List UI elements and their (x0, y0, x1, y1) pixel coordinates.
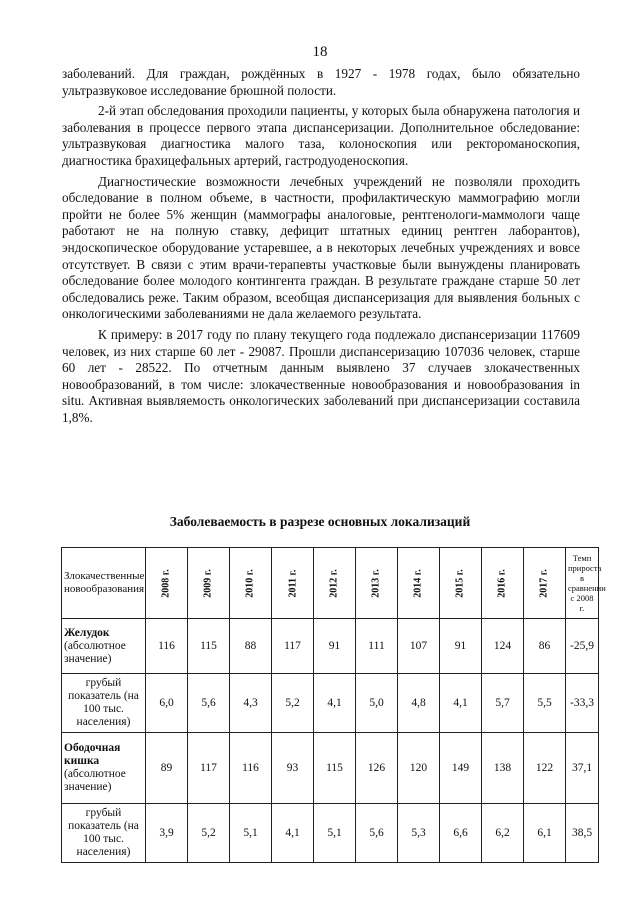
value-cell: 122 (524, 733, 566, 804)
incidence-table (61, 547, 606, 863)
measure-label: грубый показатель (на 100 тыс. населения) (62, 674, 146, 733)
value-cell: 86 (524, 619, 566, 674)
header-year (440, 548, 482, 619)
header-year (356, 548, 398, 619)
table-header-row (62, 548, 599, 619)
value-cell: 120 (398, 733, 440, 804)
value-cell: 116 (230, 733, 272, 804)
table-row (62, 804, 599, 863)
value-cell: 5,3 (398, 804, 440, 863)
header-year (272, 548, 314, 619)
value-cell: 107 (398, 619, 440, 674)
value-cell: 5,2 (272, 674, 314, 733)
value-cell: 5,7 (482, 674, 524, 733)
value-cell: 5,1 (230, 804, 272, 863)
header-neoplasms: Злокачественные новообразования (62, 548, 146, 619)
year-label: 2016 г. (496, 569, 508, 598)
value-cell: 93 (272, 733, 314, 804)
paragraph-4: К примеру: в 2017 году по плану текущего года подлежало диспансеризации 117609 человек, из них старше 60 лет - 29087. Прошли диспансеризацию 107036 человек, старше 60 лет - 28522. По отчетным данным выявлено 37 случаев злокачественных новообразований, в том числе: злокачественные новообразования и новообразования in situ. Активная выявляемость онкологических заболеваний при диспансеризации составила 1,8%. (62, 326, 580, 425)
header-year (524, 548, 566, 619)
header-year (230, 548, 272, 619)
value-cell: 6,2 (482, 804, 524, 863)
row-label (62, 619, 146, 674)
measure-label: (абсолютное значение) (64, 639, 126, 665)
page-number: 18 (312, 44, 328, 60)
measure-label: грубый показатель (на 100 тыс. населения) (62, 804, 146, 863)
year-label: 2014 г. (412, 569, 424, 598)
header-year (482, 548, 524, 619)
value-cell: 4,3 (230, 674, 272, 733)
header-year (398, 548, 440, 619)
value-cell: 4,1 (440, 674, 482, 733)
value-cell: 117 (188, 733, 230, 804)
organ-name: Ободочная кишка (64, 742, 121, 767)
value-cell: 116 (146, 619, 188, 674)
value-cell: 126 (356, 733, 398, 804)
table-row (62, 733, 599, 804)
year-label: 2011 г. (287, 569, 298, 598)
header-growth-rate: Темп прироста в сравнении с 2008 г. (566, 548, 599, 619)
row-label (62, 733, 146, 804)
year-label: 2015 г. (454, 569, 466, 598)
table-row (62, 619, 599, 674)
measure-label: (абсолютное значение) (64, 768, 126, 793)
organ-name: Желудок (64, 626, 110, 639)
value-cell: 138 (482, 733, 524, 804)
value-cell: 124 (482, 619, 524, 674)
value-cell: 4,1 (314, 674, 356, 733)
value-cell: 6,0 (146, 674, 188, 733)
value-cell: 5,5 (524, 674, 566, 733)
year-label: 2010 г. (244, 569, 256, 598)
value-cell: 4,8 (398, 674, 440, 733)
value-cell: 5,6 (356, 804, 398, 863)
value-cell: 91 (314, 619, 356, 674)
value-cell: 89 (146, 733, 188, 804)
year-label: 2008 г. (160, 569, 172, 598)
paragraph-1: заболеваний. Для граждан, рождённых в 1927 - 1978 годах, было обязательно ультразвуковое исследование брюшной полости. (62, 66, 580, 98)
table-row (62, 674, 599, 733)
header-year (188, 548, 230, 619)
growth-rate-cell: -25,9 (566, 619, 599, 674)
growth-rate-cell: 37,1 (566, 733, 599, 804)
value-cell: 91 (440, 619, 482, 674)
year-label: 2017 г. (538, 569, 550, 598)
paragraph-2: 2-й этап обследования проходили пациенты, у которых была обнаружена патология и заболевания в процессе первого этапа диспансеризации. Дополнительное обследование: ультразвуковая диагностика малого таза, колоноскопия или ректороманоскопия, диагностика брахицефальных артерий, гастродуоденоскопия. (62, 103, 580, 168)
year-label: 2012 г. (328, 569, 340, 598)
value-cell: 115 (188, 619, 230, 674)
value-cell: 5,1 (314, 804, 356, 863)
year-label: 2009 г. (202, 569, 214, 598)
value-cell: 5,6 (188, 674, 230, 733)
value-cell: 3,9 (146, 804, 188, 863)
header-year (146, 548, 188, 619)
value-cell: 111 (356, 619, 398, 674)
value-cell: 117 (272, 619, 314, 674)
value-cell: 6,1 (524, 804, 566, 863)
year-label: 2013 г. (370, 569, 382, 598)
value-cell: 4,1 (272, 804, 314, 863)
table-title: Заболеваемость в разрезе основных локализаций (169, 514, 471, 529)
paragraph-3: Диагностические возможности лечебных учреждений не позволяли проходить обследование в полном объеме, в частности, профилактическую маммографию могли пройти не более 5% женщин (маммографы аналоговые, рентгенологи-маммологи чаще работают не на полную ставку, дефицит штатных единиц рентген лаборантов), эндоскопическое оборудование устаревшее, а в некоторых лечебных учреждениях и вовсе отсутствует. В связи с этим врачи-терапевты участковые были вынуждены планировать обследование более молодого контингента граждан. В результате граждане старше 50 лет обследовались реже. Таким образом, всеобщая диспансеризация для выявления больных с онкологическими заболеваниями не дала желаемого результата. (62, 173, 580, 322)
value-cell: 5,2 (188, 804, 230, 863)
value-cell: 149 (440, 733, 482, 804)
body-text (62, 66, 580, 430)
value-cell: 88 (230, 619, 272, 674)
value-cell: 115 (314, 733, 356, 804)
growth-rate-cell: -33,3 (566, 674, 599, 733)
value-cell: 6,6 (440, 804, 482, 863)
value-cell: 5,0 (356, 674, 398, 733)
header-year (314, 548, 356, 619)
growth-rate-cell: 38,5 (566, 804, 599, 863)
